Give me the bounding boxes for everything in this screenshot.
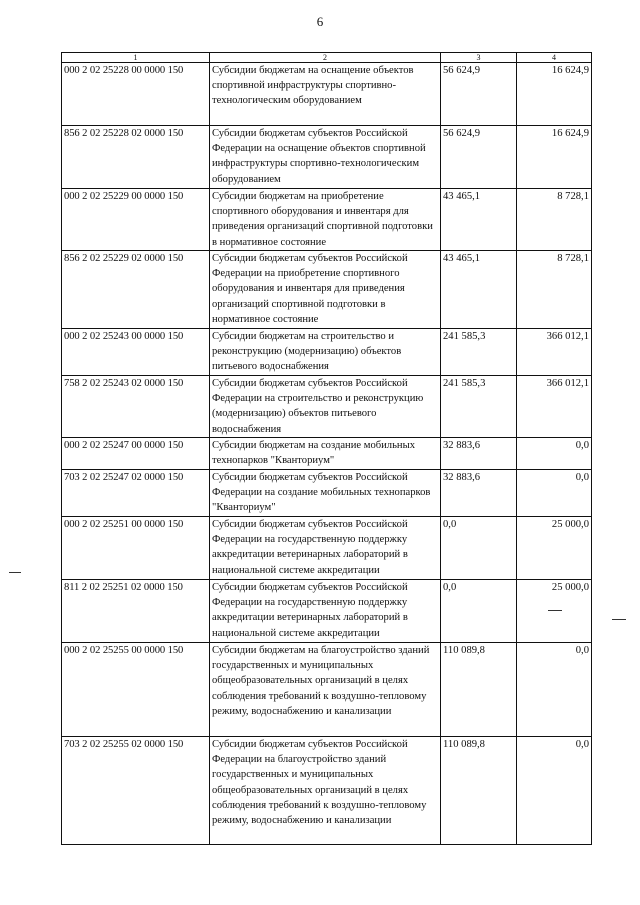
table-row	[62, 63, 592, 126]
amount-column-4: 366 012,1	[517, 329, 592, 376]
subsidy-name: Субсидии бюджетам на строительство и реконструкцию (модернизацию) объектов питьевого водоснабжения	[210, 329, 441, 376]
amount-column-3: 241 585,3	[441, 329, 517, 376]
budget-code: 811 2 02 25251 02 0000 150	[62, 580, 210, 643]
budget-code: 703 2 02 25255 02 0000 150	[62, 737, 210, 845]
budget-code: 000 2 02 25228 00 0000 150	[62, 63, 210, 126]
subsidy-name: Субсидии бюджетам субъектов Российской Федерации на приобретение спортивного оборудования и инвентаря для приведения организаций спортивной подготовки в нормативное состояние	[210, 251, 441, 329]
subsidy-name: Субсидии бюджетам субъектов Российской Федерации на государственную поддержку аккредитации ветеринарных лабораторий в национальной системе аккредитации	[210, 517, 441, 580]
table-row	[62, 376, 592, 438]
amount-column-3: 110 089,8	[441, 737, 517, 845]
subsidy-name: Субсидии бюджетам субъектов Российской Федерации на государственную поддержку аккредитации ветеринарных лабораторий в национальной системе аккредитации	[210, 580, 441, 643]
subsidy-name: Субсидии бюджетам на создание мобильных технопарков "Кванториум"	[210, 438, 441, 470]
amount-column-3: 32 883,6	[441, 470, 517, 517]
table-row	[62, 643, 592, 737]
table-row	[62, 329, 592, 376]
column-number: 3	[441, 53, 517, 63]
amount-column-4: 366 012,1	[517, 376, 592, 438]
amount-column-3: 56 624,9	[441, 63, 517, 126]
amount-column-3: 43 465,1	[441, 251, 517, 329]
amount-column-4: 0,0	[517, 643, 592, 737]
budget-code: 000 2 02 25251 00 0000 150	[62, 517, 210, 580]
amount-column-3: 241 585,3	[441, 376, 517, 438]
subsidy-name: Субсидии бюджетам на оснащение объектов спортивной инфраструктуры спортивно-технологическим оборудованием	[210, 63, 441, 126]
table-row	[62, 251, 592, 329]
amount-column-4: 16 624,9	[517, 63, 592, 126]
column-number: 4	[517, 53, 592, 63]
page-number: 6	[316, 14, 324, 29]
table-row	[62, 438, 592, 470]
budget-code: 000 2 02 25229 00 0000 150	[62, 189, 210, 251]
subsidy-name: Субсидии бюджетам субъектов Российской Федерации на благоустройство зданий государственных и муниципальных общеобразовательных организаций в целях соблюдения требований к воздушно-тепловому режиму, водоснабжению и канализации	[210, 737, 441, 845]
table-row	[62, 580, 592, 643]
budget-code: 000 2 02 25255 00 0000 150	[62, 643, 210, 737]
table-row	[62, 189, 592, 251]
subsidy-name: Субсидии бюджетам субъектов Российской Федерации на строительство и реконструкцию (модернизацию) объектов питьевого водоснабжения	[210, 376, 441, 438]
subsidy-name: Субсидии бюджетам на благоустройство зданий государственных и муниципальных общеобразовательных организаций в целях соблюдения требований к воздушно-тепловому режиму, водоснабжению и канализации	[210, 643, 441, 737]
amount-column-3: 43 465,1	[441, 189, 517, 251]
amount-column-4: 16 624,9	[517, 126, 592, 189]
amount-column-3: 110 089,8	[441, 643, 517, 737]
amount-column-3: 56 624,9	[441, 126, 517, 189]
amount-column-4: 0,0	[517, 438, 592, 470]
budget-code: 758 2 02 25243 02 0000 150	[62, 376, 210, 438]
table-row	[62, 126, 592, 189]
table-row	[62, 517, 592, 580]
subsidy-name: Субсидии бюджетам на приобретение спортивного оборудования и инвентаря для приведения организаций спортивной подготовки в нормативное состояние	[210, 189, 441, 251]
amount-column-3: 32 883,6	[441, 438, 517, 470]
amount-column-3: 0,0	[441, 580, 517, 643]
column-number-row	[62, 53, 592, 63]
budget-code: 000 2 02 25243 00 0000 150	[62, 329, 210, 376]
table-row	[62, 737, 592, 845]
budget-table	[61, 52, 592, 845]
column-number: 2	[210, 53, 441, 63]
budget-code: 856 2 02 25229 02 0000 150	[62, 251, 210, 329]
budget-code: 000 2 02 25247 00 0000 150	[62, 438, 210, 470]
scan-mark	[548, 610, 562, 611]
amount-column-4: 8 728,1	[517, 251, 592, 329]
budget-code: 703 2 02 25247 02 0000 150	[62, 470, 210, 517]
subsidy-name: Субсидии бюджетам субъектов Российской Федерации на оснащение объектов спортивной инфраструктуры спортивно-технологическим оборудованием	[210, 126, 441, 189]
amount-column-4: 8 728,1	[517, 189, 592, 251]
amount-column-4: 0,0	[517, 470, 592, 517]
scan-mark	[612, 619, 626, 620]
column-number: 1	[62, 53, 210, 63]
amount-column-4: 25 000,0	[517, 580, 592, 643]
subsidy-name: Субсидии бюджетам субъектов Российской Федерации на создание мобильных технопарков "Кванториум"	[210, 470, 441, 517]
budget-code: 856 2 02 25228 02 0000 150	[62, 126, 210, 189]
table-row	[62, 470, 592, 517]
scan-mark	[9, 572, 21, 573]
amount-column-4: 25 000,0	[517, 517, 592, 580]
amount-column-4: 0,0	[517, 737, 592, 845]
amount-column-3: 0,0	[441, 517, 517, 580]
